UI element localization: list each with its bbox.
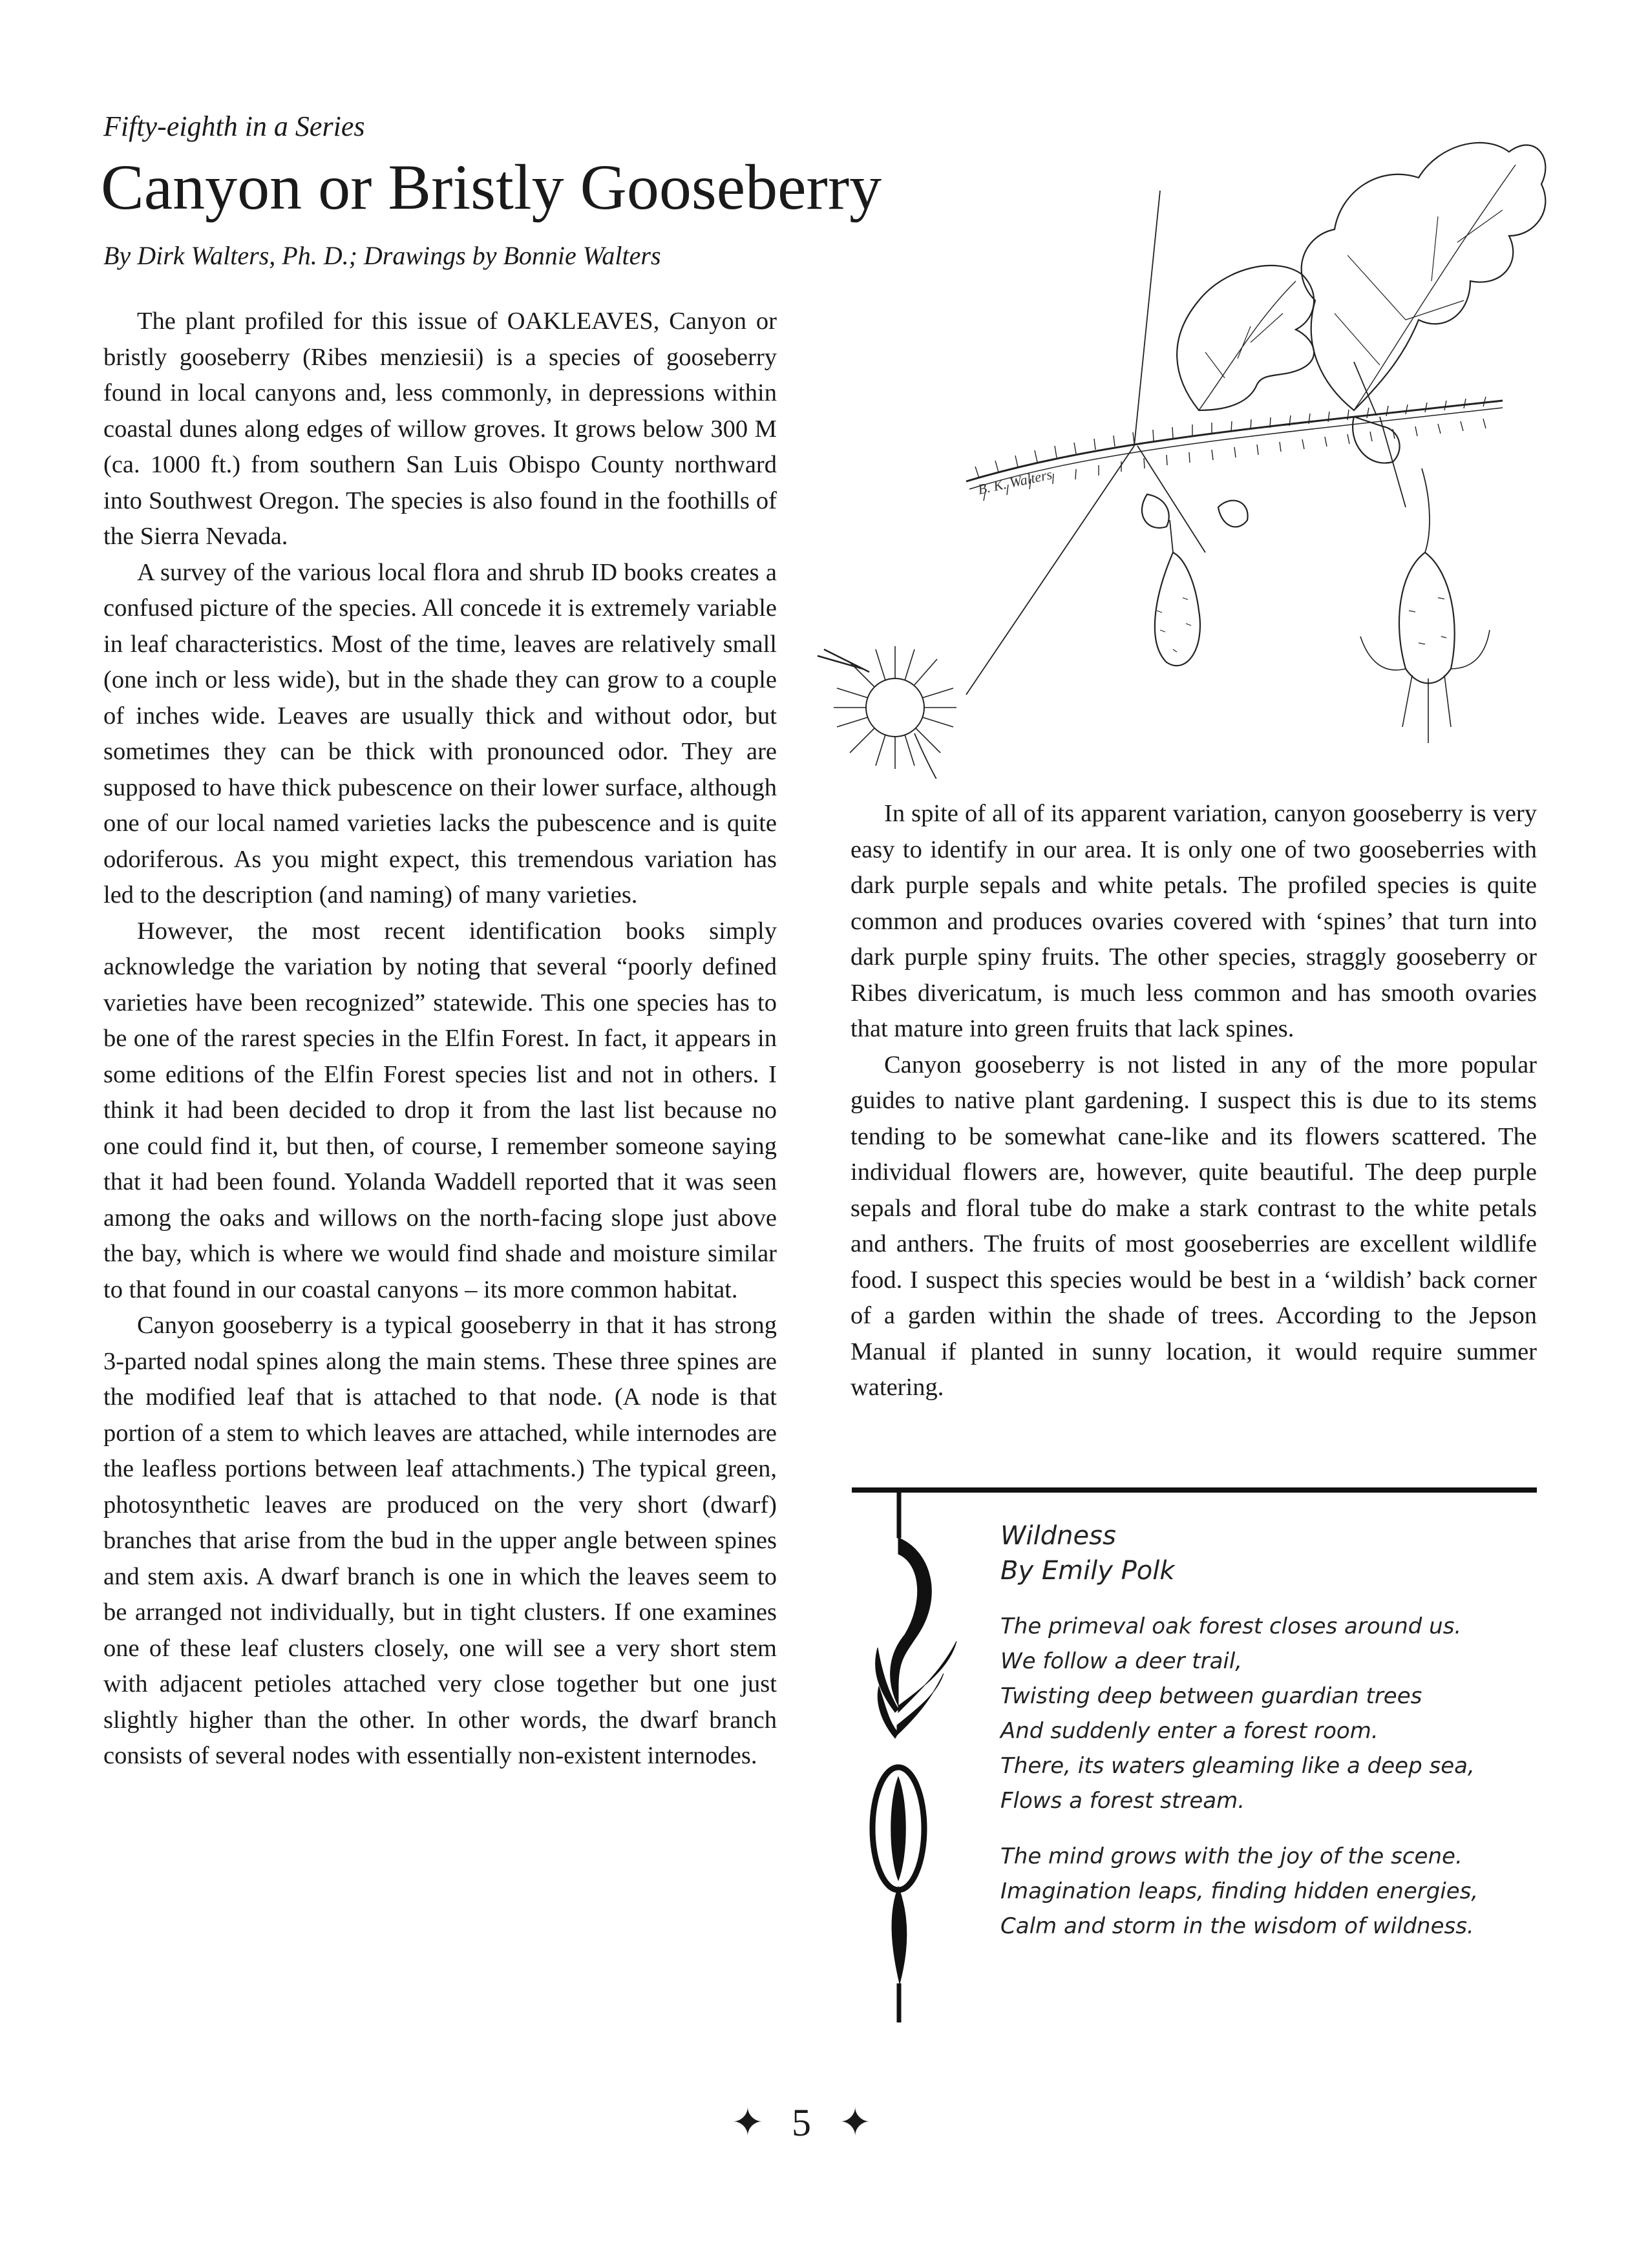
illustrator-signature: B. K. Walters (976, 466, 1054, 498)
byline: By Dirk Walters, Ph. D.; Drawings by Bonnie Walters (103, 241, 661, 270)
body-paragraph: However, the most recent identification books simply acknowledge the variation by noting that several “poorly defined varieties have been recognized” statewide. This one species has to be one of the rarest species in the Elfin Forest. In fact, it appears in some editions of the Elfin Forest species list and not in others. I think it had been decided to drop it from the last list because no one could find it, but then, of course, I remember someone saying that it had been found. Yolanda Waddell reported that it was seen among the oaks and willows on the north-facing slope just above the bay, which is where we would find shade and moisture similar to that found in our coastal canyons – its more common habitat. (103, 917, 777, 1303)
leaf-shape (1218, 501, 1248, 527)
poem-stanza (1000, 1839, 1478, 1944)
stem-bristles (975, 397, 1486, 501)
poem-author: By Emily Polk (1000, 1556, 1175, 1586)
leaf-shape (1177, 266, 1314, 410)
poem-line: Flows a forest stream. (1000, 1788, 1245, 1814)
page-number-value: 5 (792, 2101, 811, 2144)
right-column (850, 796, 1537, 1406)
series-label: Fifty-eighth in a Series (103, 110, 365, 142)
poem-line: There, its waters gleaming like a deep sea, (1000, 1753, 1475, 1779)
page-number (730, 2100, 872, 2145)
body-paragraph: The plant profiled for this issue of OAKLEAVES, Canyon or bristly gooseberry (Ribes menziesii) is a species of gooseberry found in local canyons and, less commonly, in depressions within coastal dunes along edges of willow groves. It grows below 300 M (ca. 1000 ft.) from southern San Luis Obispo County northward into Southwest Oregon. The species is also found in the foothills of the Sierra Nevada. (103, 308, 777, 550)
poem-line: The primeval oak forest closes around us. (1000, 1613, 1462, 1639)
poem-line: And suddenly enter a forest room. (1000, 1718, 1379, 1744)
fruit-shape (1155, 552, 1200, 666)
section-divider (852, 1487, 1537, 1493)
spine-lines (966, 191, 1205, 695)
poem-line: The mind grows with the joy of the scene. (1000, 1843, 1463, 1869)
poem-line: Imagination leaps, finding hidden energies, (1000, 1878, 1479, 1904)
body-paragraph: In spite of all of its apparent variation, canyon gooseberry is very easy to identify in our area. It is only one of two gooseberries with dark purple sepals and white petals. The profiled species is quite common and produces ovaries covered with ‘spines’ that turn into dark purple spiny fruits. The other species, straggly gooseberry or Ribes divericatum, is much less common and has smooth ovaries that mature into green fruits that lack spines. (850, 800, 1537, 1042)
star-ornament-icon: ✦ (839, 2101, 872, 2144)
star-ornament-icon: ✦ (731, 2101, 764, 2144)
leaf-shape (1142, 494, 1169, 528)
body-paragraph: Canyon gooseberry is a typical gooseberry in that it has strong 3-parted nodal spines along the main stems. These three spines are the modified leaf that is attached to that node. (A node is that portion of a stem to which leaves are attached, while internodes are the leafless portions between leaf attachments.) The typical green, photosynthetic leaves are produced on the very short (dwarf) branches that arise from the bud in the upper angle between spines and stem axis. A dwarf branch is one in which the leaves seem to be arranged not individually, but in tight clusters. If one examines one of these leaf clusters closely, one will see a very short stem with adjacent petioles attached very close together but one just slightly higher than the other. In other words, the dwarf branch consists of several nodes with essentially non-existent internodes. (103, 1312, 777, 1769)
leaf-shape (1302, 143, 1546, 410)
gooseberry-illustration (785, 107, 1561, 779)
spiny-fruit (818, 646, 973, 779)
page-title: Canyon or Bristly Gooseberry (101, 151, 882, 223)
poem-line: Twisting deep between guardian trees (1000, 1683, 1422, 1709)
poem-title: Wildness (1000, 1521, 1116, 1551)
flower-shape (1399, 552, 1455, 684)
poem-line: We follow a deer trail, (1000, 1648, 1243, 1674)
poem-line: Calm and storm in the wisdom of wildness. (1000, 1913, 1474, 1939)
body-paragraph: A survey of the various local flora and shrub ID books creates a confused picture of the species. All concede it is extremely variable in leaf characteristics. Most of the time, leaves are relatively small (one inch or less wide), but in the shade they can grow to a couple of inches wide. Leaves are usually thick and without odor, but sometimes they can be thick with pronounced odor. They are supposed to have thick pubescence on their lower surface, although one of our local named varieties lacks the pubescence and is quite odoriferous. As you might expect, this tremendous variation has led to the description (and naming) of many varieties. (103, 558, 777, 908)
poem-stanza (1000, 1609, 1478, 1818)
body-paragraph: Canyon gooseberry is not listed in any of the more popular guides to native plant gardening. I suspect this is due to its stems tending to be somewhat cane-like and its flowers scattered. The individual flowers are, however, quite beautiful. The deep purple sepals and floral tube do make a stark contrast to the white petals and anthers. The fruits of most gooseberries are excellent wildlife food. I suspect this species would be best in a ‘wildish’ back corner of a garden within the shade of trees. According to the Jepson Manual if planted in sunny location, it would require summer watering. (850, 1051, 1537, 1401)
poem-block (1000, 1518, 1478, 1944)
left-column (103, 304, 777, 1774)
ornament-graphic (860, 1493, 976, 2022)
